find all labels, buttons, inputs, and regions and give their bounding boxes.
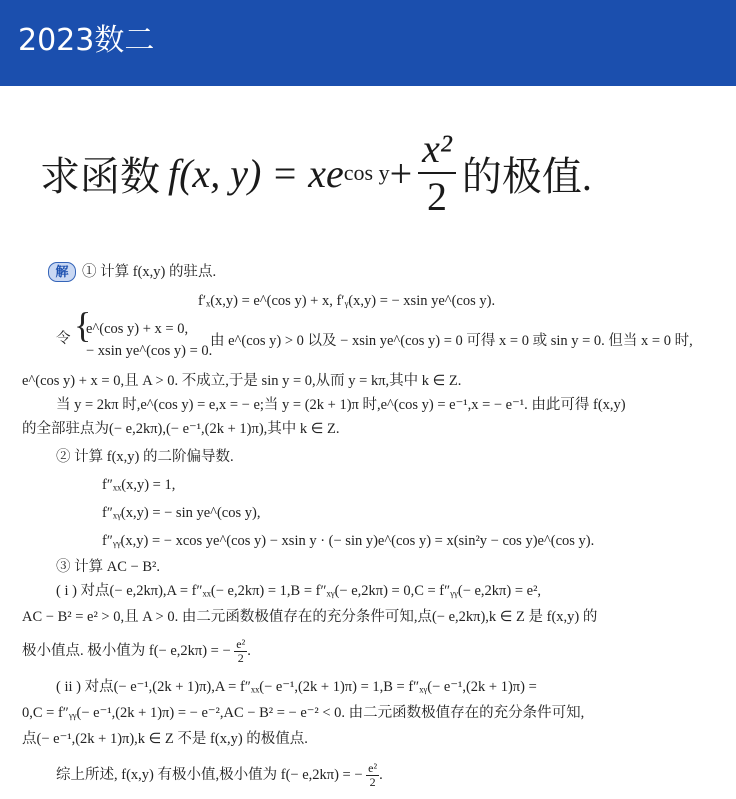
problem-fraction <box>418 126 456 220</box>
solution-line-3-label: 令 <box>56 331 71 347</box>
solution-line-3: 由 e^(cos y) > 0 以及 − xsin ye^(cos y) = 0 可得 x = 0 或 sin y = 0. 但当 x = 0 时, <box>210 333 693 349</box>
solution-line-6: 的全部驻点为(− e,2kπ),(− e⁻¹,(2k + 1)π),其中 k ∈ Z. <box>22 421 340 437</box>
solution-line-10: f″ᵧᵧ(x,y) = − xcos ye^(cos y) − xsin y · (− sin y)e^(cos y) = x(sin²y − cos y)e^(cos y). <box>102 533 595 549</box>
solution-badge: 解 <box>48 262 76 282</box>
fraction-denominator: 2 <box>427 174 448 219</box>
solution-conclusion: 综上所述, f(x,y) 有极小值,极小值为 f(− e,2kπ) = − $\frac{\text{e²}}{2}$ . <box>56 761 383 789</box>
problem-prefix: 求函数 <box>40 153 160 199</box>
solution-line-8: f″ₓₓ(x,y) = 1, <box>102 477 176 493</box>
problem-exponent: cos y <box>343 160 390 185</box>
min-value-text: 极小值点. 极小值为 f(− e,2kπ) = − <box>22 642 231 659</box>
solution-line-14: 极小值点. 极小值为 f(− e,2kπ) = − $\frac{\text{e²}}{2}$ . <box>22 637 251 665</box>
min-fraction-num: e² <box>236 637 246 651</box>
solution-line-5: 当 y = 2kπ 时,e^(cos y) = e,x = − e;当 y = (2k + 1)π 时,e^(cos y) = e⁻¹,x = − e⁻¹. 由此可得 f(x,y) <box>56 397 626 413</box>
conclusion-text: 综上所述, f(x,y) 有极小值,极小值为 f(− e,2kπ) = − <box>56 766 363 783</box>
solution-line-12: ( i ) 对点(− e,2kπ),A = f″ₓₓ(− e,2kπ) = 1,B = f″ₓᵧ(− e,2kπ) = 0,C = f″ᵧᵧ(− e,2kπ) = e², <box>56 583 542 599</box>
solution-line-9: f″ₓᵧ(x,y) = − sin ye^(cos y), <box>102 505 261 521</box>
brace-icon: { <box>74 305 92 345</box>
header-title: 2023数二 <box>18 23 155 58</box>
solution-line-17: 点(− e⁻¹,(2k + 1)π),k ∈ Z 不是 f(x,y) 的极值点. <box>22 731 308 747</box>
system-eq-1: e^(cos y) + x = 0, <box>86 321 189 337</box>
conclusion-fraction-num: e² <box>368 761 378 775</box>
step-3-title: ③ 计算 AC − B². <box>56 559 160 575</box>
min-value-fraction <box>234 638 247 665</box>
solution-line-16: 0,C = f″ᵧᵧ(− e⁻¹,(2k + 1)π) = − e⁻²,AC − B² = − e⁻² < 0. 由二元函数极值存在的充分条件可知, <box>22 705 585 721</box>
solution-line-1 <box>48 262 216 282</box>
problem-function: f(x, y) = xe <box>168 150 344 196</box>
problem-plus: + <box>389 150 413 196</box>
solution-line-2: f′ₓ(x,y) = e^(cos y) + x, f′ᵧ(x,y) = − xsin ye^(cos y). <box>198 293 496 309</box>
conclusion-fraction-den: 2 <box>369 775 376 789</box>
solution-line-13: AC − B² = e² > 0,且 A > 0. 由二元函数极值存在的充分条件可知,点(− e,2kπ),k ∈ Z 是 f(x,y) 的 <box>22 609 598 625</box>
conclusion-fraction <box>366 762 379 789</box>
system-eq-2: − xsin ye^(cos y) = 0. <box>86 343 213 359</box>
page-header <box>0 0 736 86</box>
step-1-title: ① 计算 f(x,y) 的驻点. <box>82 264 217 280</box>
problem-suffix: 的极值. <box>461 153 592 199</box>
problem-statement <box>40 118 730 228</box>
step-2-title: ② 计算 f(x,y) 的二阶偏导数. <box>56 449 234 465</box>
min-fraction-den: 2 <box>237 651 244 665</box>
solution-line-4: e^(cos y) + x = 0,且 A > 0. 不成立,于是 sin y = 0,从而 y = kπ,其中 k ∈ Z. <box>22 373 462 389</box>
solution-line-15: ( ii ) 对点(− e⁻¹,(2k + 1)π),A = f″ₓₓ(− e⁻¹,(2k + 1)π) = 1,B = f″ₓᵧ(− e⁻¹,(2k + 1)π) = <box>56 679 537 695</box>
fraction-numerator: x² <box>418 126 456 174</box>
